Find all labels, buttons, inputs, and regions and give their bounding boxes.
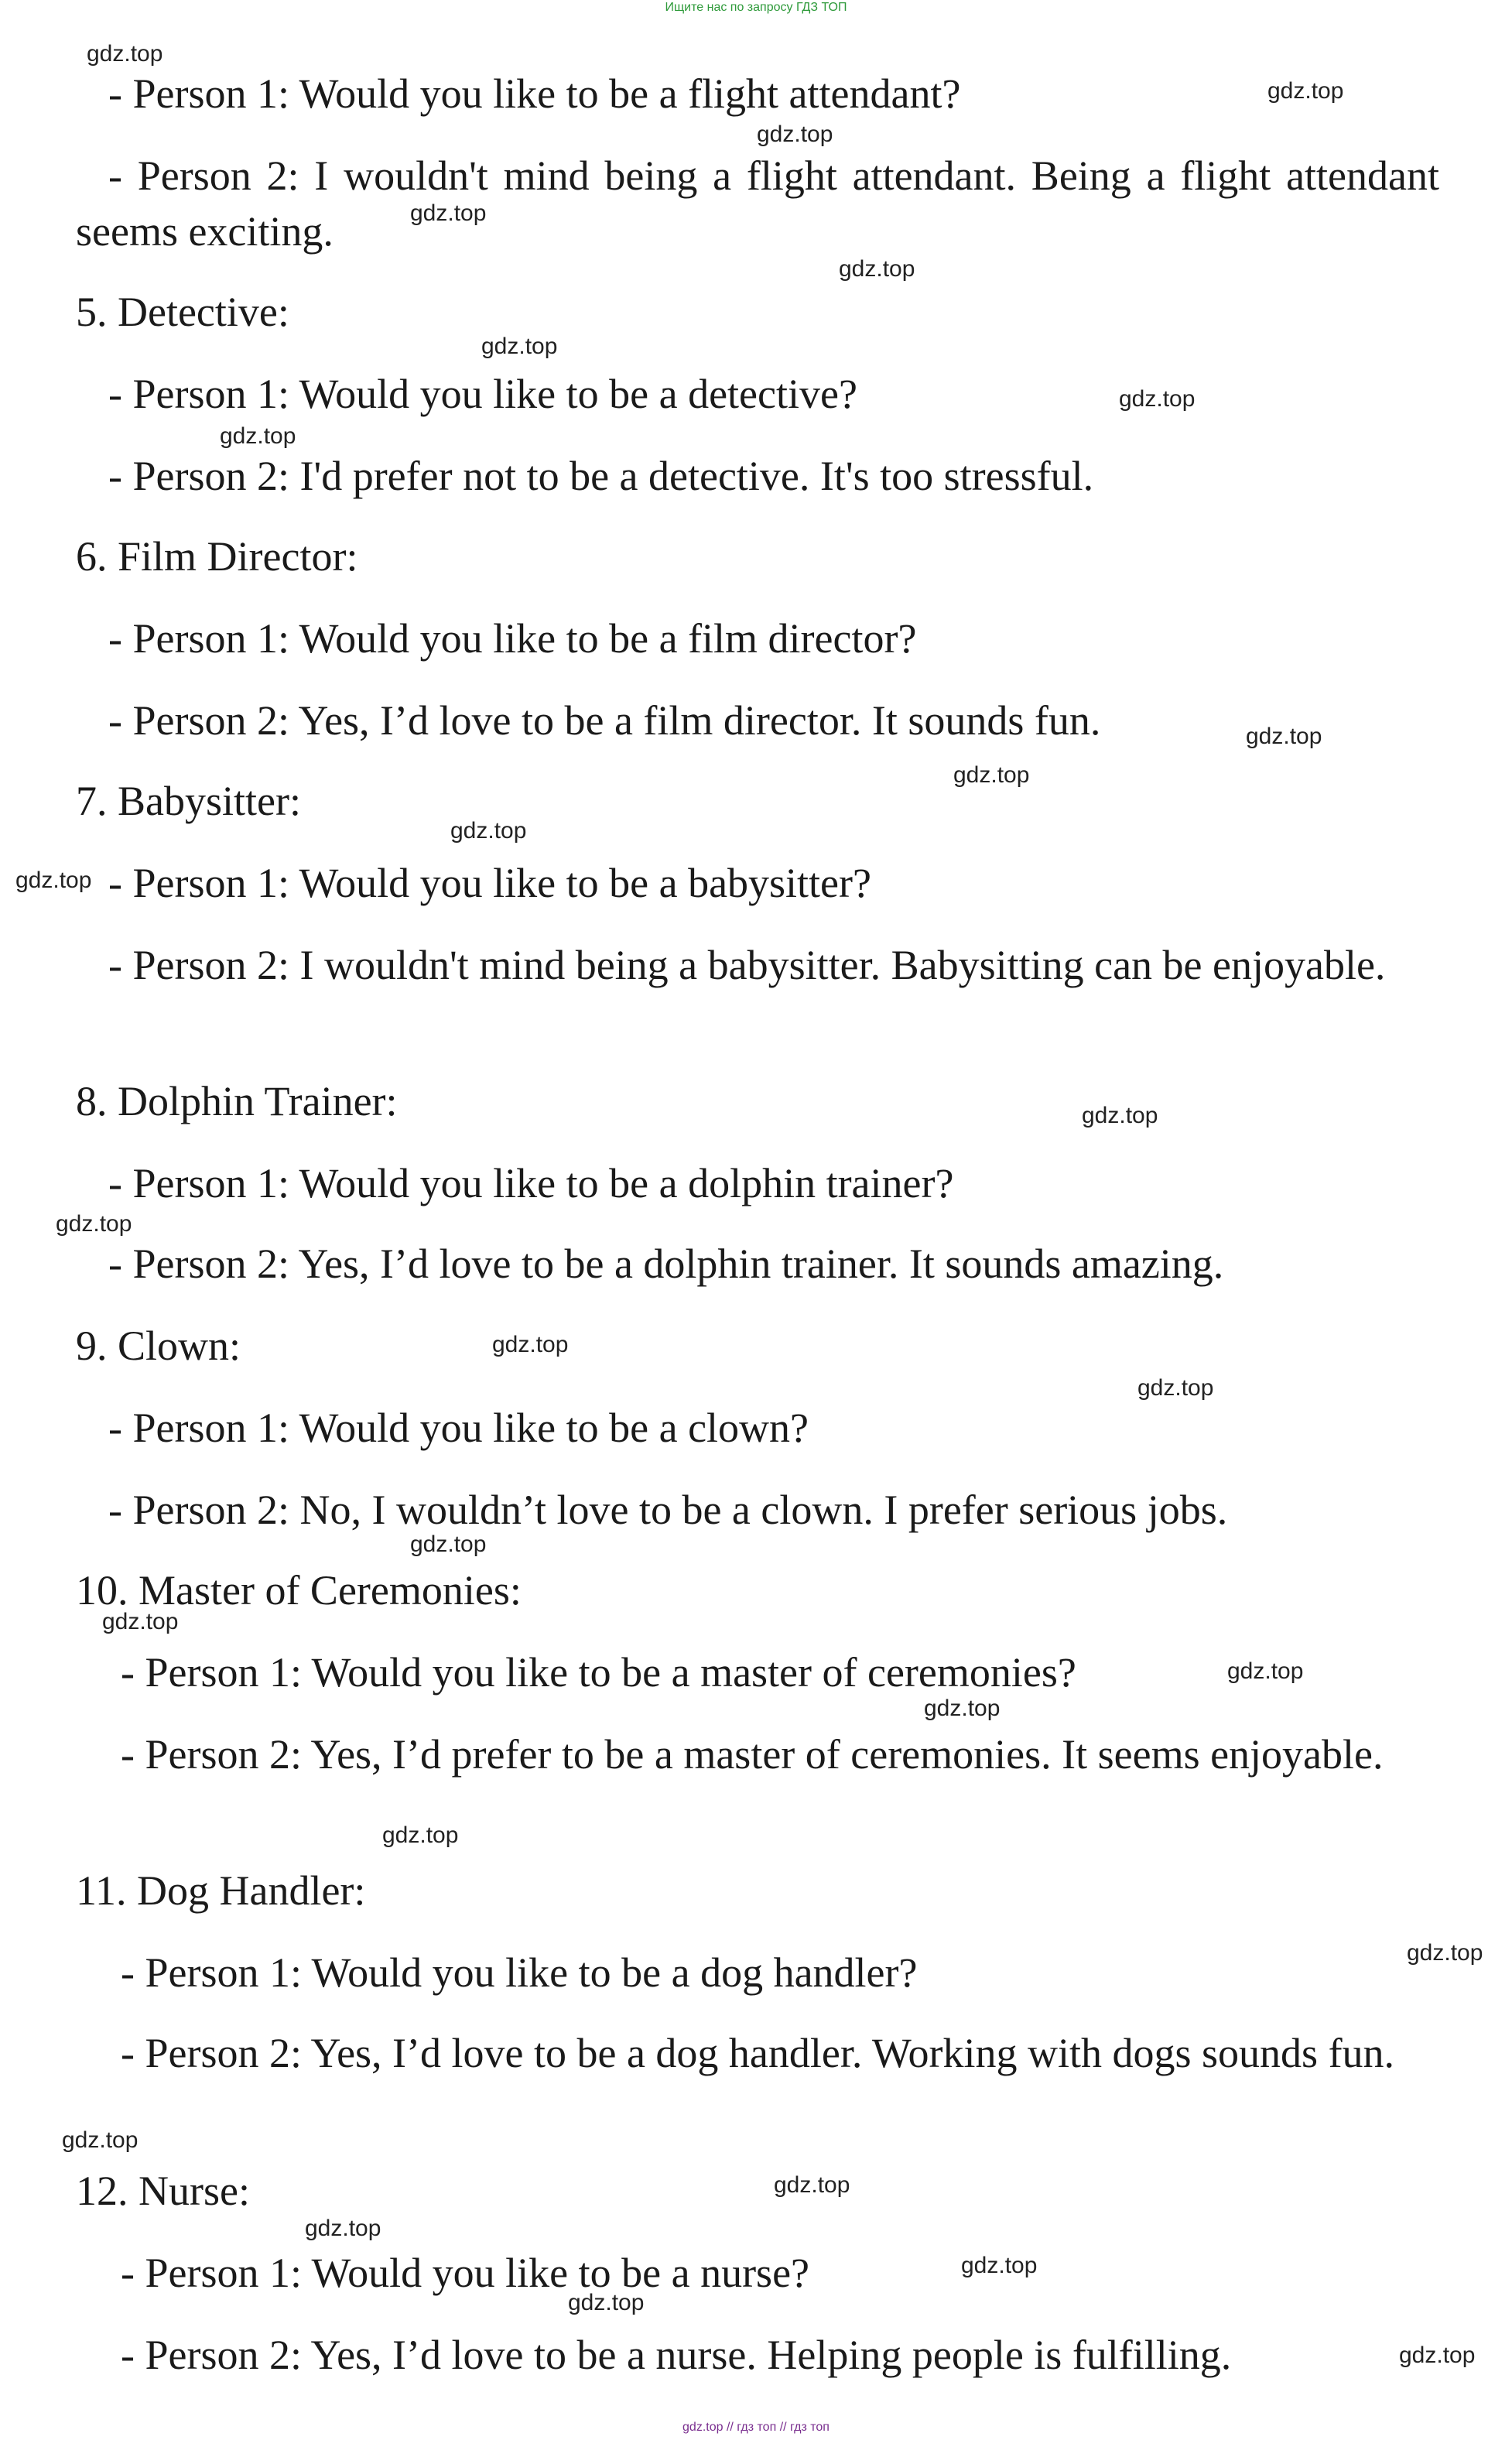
watermark-text: gdz.top <box>56 1211 132 1237</box>
watermark-text: gdz.top <box>1399 2342 1476 2368</box>
watermark-text: gdz.top <box>450 818 527 844</box>
line-nurse-a: - Person 2: Yes, I’d love to be a nurse. Helping people is fulfilling. <box>121 2332 1232 2378</box>
watermark-text: gdz.top <box>1407 1940 1483 1966</box>
header-note: Ищите нас по запросу ГДЗ ТОП <box>665 1 847 14</box>
watermark-text: gdz.top <box>410 1531 487 1557</box>
line-dolphin-trainer-a: - Person 2: Yes, I’d love to be a dolphin trainer. It sounds amazing. <box>108 1241 1224 1287</box>
heading-dolphin-trainer: 8. Dolphin Trainer: <box>76 1078 398 1124</box>
watermark-text: gdz.top <box>1246 724 1322 749</box>
watermark-text: gdz.top <box>1119 386 1196 412</box>
heading-nurse: 12. Nurse: <box>76 2168 250 2214</box>
line-film-director-q: - Person 1: Would you like to be a film director? <box>108 615 917 662</box>
line-master-of-ceremonies-a: - Person 2: Yes, I’d prefer to be a master of ceremonies. It seems enjoyable. <box>121 1731 1384 1778</box>
watermark-text: gdz.top <box>568 2290 645 2315</box>
watermark-text: gdz.top <box>1267 78 1344 104</box>
watermark-text: gdz.top <box>481 334 558 359</box>
watermark-text: gdz.top <box>1082 1103 1158 1128</box>
heading-dog-handler: 11. Dog Handler: <box>76 1867 366 1914</box>
line-master-of-ceremonies-q: - Person 1: Would you like to be a master of ceremonies? <box>121 1649 1076 1696</box>
heading-babysitter: 7. Babysitter: <box>76 778 301 824</box>
heading-film-director: 6. Film Director: <box>76 533 358 580</box>
line-film-director-a: - Person 2: Yes, I’d love to be a film director. It sounds fun. <box>108 697 1101 744</box>
line-dog-handler-q: - Person 1: Would you like to be a dog handler? <box>121 1949 918 1996</box>
watermark-text: gdz.top <box>492 1332 569 1357</box>
watermark-text: gdz.top <box>15 868 92 893</box>
line-clown-q: - Person 1: Would you like to be a clown? <box>108 1405 809 1451</box>
watermark-text: gdz.top <box>924 1696 1001 1721</box>
watermark-text: gdz.top <box>382 1822 459 1848</box>
watermark-text: gdz.top <box>1227 1658 1304 1684</box>
line-clown-a: - Person 2: No, I wouldn’t love to be a clown. I prefer serious jobs. <box>108 1487 1228 1533</box>
watermark-text: gdz.top <box>953 762 1030 788</box>
watermark-text: gdz.top <box>102 1609 179 1634</box>
line-babysitter-a: - Person 2: I wouldn't mind being a babysitter. Babysitting can be enjoyable. <box>108 942 1386 988</box>
heading-master-of-ceremonies: 10. Master of Ceremonies: <box>76 1567 522 1614</box>
line-detective-q: - Person 1: Would you like to be a detective? <box>108 371 857 417</box>
watermark-text: gdz.top <box>220 423 296 449</box>
watermark-text: gdz.top <box>1137 1375 1214 1401</box>
watermark-text: gdz.top <box>87 41 163 67</box>
watermark-text: gdz.top <box>961 2253 1038 2278</box>
watermark-text: gdz.top <box>774 2172 850 2198</box>
line-dog-handler-a: - Person 2: Yes, I’d love to be a dog handler. Working with dogs sounds fun. <box>121 2030 1395 2076</box>
line-flight-attendant-q: - Person 1: Would you like to be a flight attendant? <box>108 70 961 117</box>
footer-note: gdz.top // гдз топ // гдз топ <box>682 2421 830 2434</box>
watermark-text: gdz.top <box>839 256 915 282</box>
watermark-text: gdz.top <box>757 121 833 147</box>
watermark-text: gdz.top <box>62 2127 139 2153</box>
heading-clown: 9. Clown: <box>76 1323 241 1369</box>
line-flight-attendant-a: - Person 2: I wouldn't mind being a flight attendant. Being a flight attendant seems exciting. <box>76 152 1439 255</box>
line-detective-a: - Person 2: I'd prefer not to be a detective. It's too stressful. <box>108 453 1094 499</box>
line-babysitter-q: - Person 1: Would you like to be a babysitter? <box>108 860 871 906</box>
heading-detective: 5. Detective: <box>76 289 289 335</box>
line-dolphin-trainer-q: - Person 1: Would you like to be a dolphin trainer? <box>108 1160 954 1206</box>
line-nurse-q: - Person 1: Would you like to be a nurse? <box>121 2250 809 2296</box>
watermark-text: gdz.top <box>410 200 487 226</box>
watermark-text: gdz.top <box>305 2216 381 2241</box>
